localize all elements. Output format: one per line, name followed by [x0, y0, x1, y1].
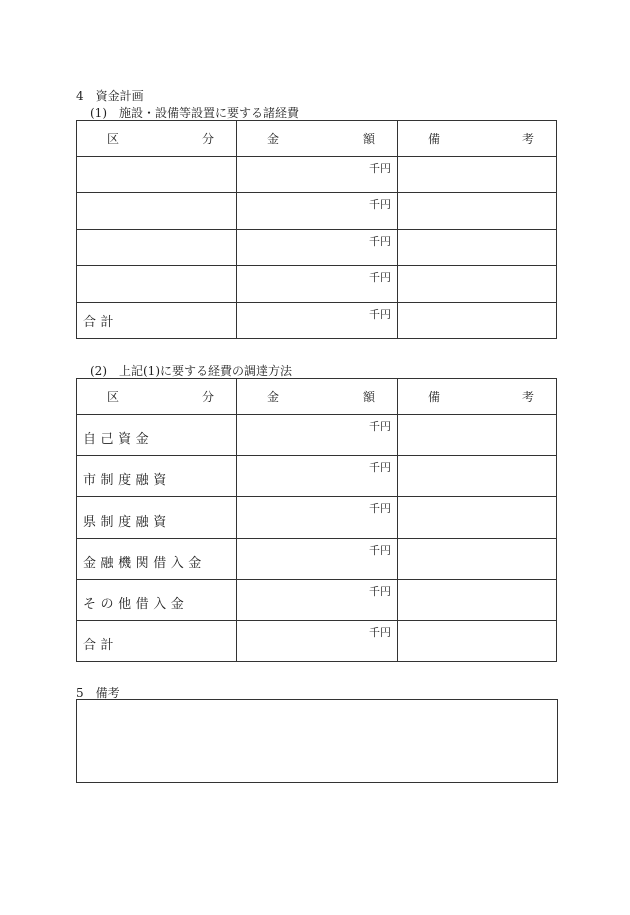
- category-label: その他借入金: [83, 596, 189, 612]
- amount-cell[interactable]: [237, 229, 398, 265]
- remarks-cell[interactable]: [398, 302, 557, 338]
- table-row: [77, 538, 557, 579]
- header-cell: [398, 379, 557, 415]
- category-label: 合計: [83, 314, 119, 330]
- table-row: [77, 157, 557, 193]
- category-label: 自己資金: [83, 432, 154, 448]
- amount-cell[interactable]: [237, 415, 398, 456]
- amount-cell[interactable]: [237, 193, 398, 229]
- amount-cell[interactable]: [237, 579, 398, 620]
- category-cell[interactable]: [77, 456, 237, 497]
- header-cell: [77, 121, 237, 157]
- unit-label: 千円: [369, 420, 391, 433]
- category-cell[interactable]: [77, 579, 237, 620]
- table-header: [77, 121, 557, 157]
- amount-cell[interactable]: [237, 266, 398, 302]
- remarks-cell[interactable]: [398, 415, 557, 456]
- header-cell: [237, 379, 398, 415]
- table-row: [77, 620, 557, 661]
- unit-label: 千円: [369, 162, 391, 175]
- expenses-table: [76, 120, 557, 339]
- funding-table: [76, 378, 557, 662]
- header-label: 備 考: [428, 132, 534, 146]
- category-label: 市制度融資: [83, 473, 171, 489]
- header-label: 金 額: [267, 132, 375, 146]
- remarks-cell[interactable]: [398, 229, 557, 265]
- remarks-cell[interactable]: [398, 456, 557, 497]
- remarks-cell[interactable]: [398, 193, 557, 229]
- header-cell: [77, 379, 237, 415]
- table-header: [77, 379, 557, 415]
- unit-label: 千円: [369, 502, 391, 516]
- remarks-cell[interactable]: [398, 538, 557, 579]
- category-label: 金融機関借入金: [83, 555, 206, 571]
- unit-label: 千円: [369, 307, 391, 321]
- table-row: [77, 415, 557, 456]
- unit-label: 千円: [369, 198, 391, 212]
- remarks-cell[interactable]: [398, 266, 557, 302]
- table-row: [77, 497, 557, 538]
- header-cell: [398, 121, 557, 157]
- table-row: [77, 579, 557, 620]
- table-row: [77, 456, 557, 497]
- amount-cell[interactable]: [237, 456, 398, 497]
- category-cell[interactable]: [77, 193, 237, 229]
- category-cell[interactable]: [77, 266, 237, 302]
- table-row: [77, 302, 557, 338]
- amount-cell[interactable]: [237, 620, 398, 661]
- amount-cell[interactable]: [237, 497, 398, 538]
- amount-cell[interactable]: [237, 157, 398, 193]
- category-cell[interactable]: [77, 302, 237, 338]
- remarks-cell[interactable]: [398, 579, 557, 620]
- subsection-1-title: (1) 施設・設備等設置に要する諸経費: [90, 106, 299, 120]
- remarks-cell[interactable]: [398, 497, 557, 538]
- unit-label: 千円: [369, 543, 391, 557]
- category-cell[interactable]: [77, 157, 237, 193]
- subsection-2-title: (2) 上記(1)に要する経費の調達方法: [90, 364, 292, 378]
- unit-label: 千円: [369, 461, 391, 475]
- header-cell: [237, 121, 398, 157]
- unit-label: 千円: [369, 625, 391, 639]
- category-cell[interactable]: [77, 620, 237, 661]
- table-row: [77, 193, 557, 229]
- remarks-cell[interactable]: [398, 620, 557, 661]
- category-cell[interactable]: [77, 415, 237, 456]
- amount-cell[interactable]: [237, 538, 398, 579]
- header-label: 金 額: [267, 390, 375, 404]
- header-label: 区 分: [107, 132, 214, 146]
- header-label: 区 分: [107, 390, 214, 404]
- section-4-title: 4 資金計画: [76, 89, 144, 103]
- category-cell[interactable]: [77, 229, 237, 265]
- table-row: [77, 229, 557, 265]
- remarks-box[interactable]: [76, 699, 558, 783]
- section-5-title: 5 備考: [76, 686, 120, 700]
- unit-label: 千円: [369, 584, 391, 598]
- table-row: [77, 266, 557, 302]
- category-cell[interactable]: [77, 497, 237, 538]
- unit-label: 千円: [369, 271, 391, 285]
- amount-cell[interactable]: [237, 302, 398, 338]
- unit-label: 千円: [369, 234, 391, 248]
- category-cell[interactable]: [77, 538, 237, 579]
- remarks-cell[interactable]: [398, 157, 557, 193]
- header-label: 備 考: [428, 390, 534, 404]
- category-label: 合計: [83, 638, 119, 654]
- category-label: 県制度融資: [83, 514, 171, 530]
